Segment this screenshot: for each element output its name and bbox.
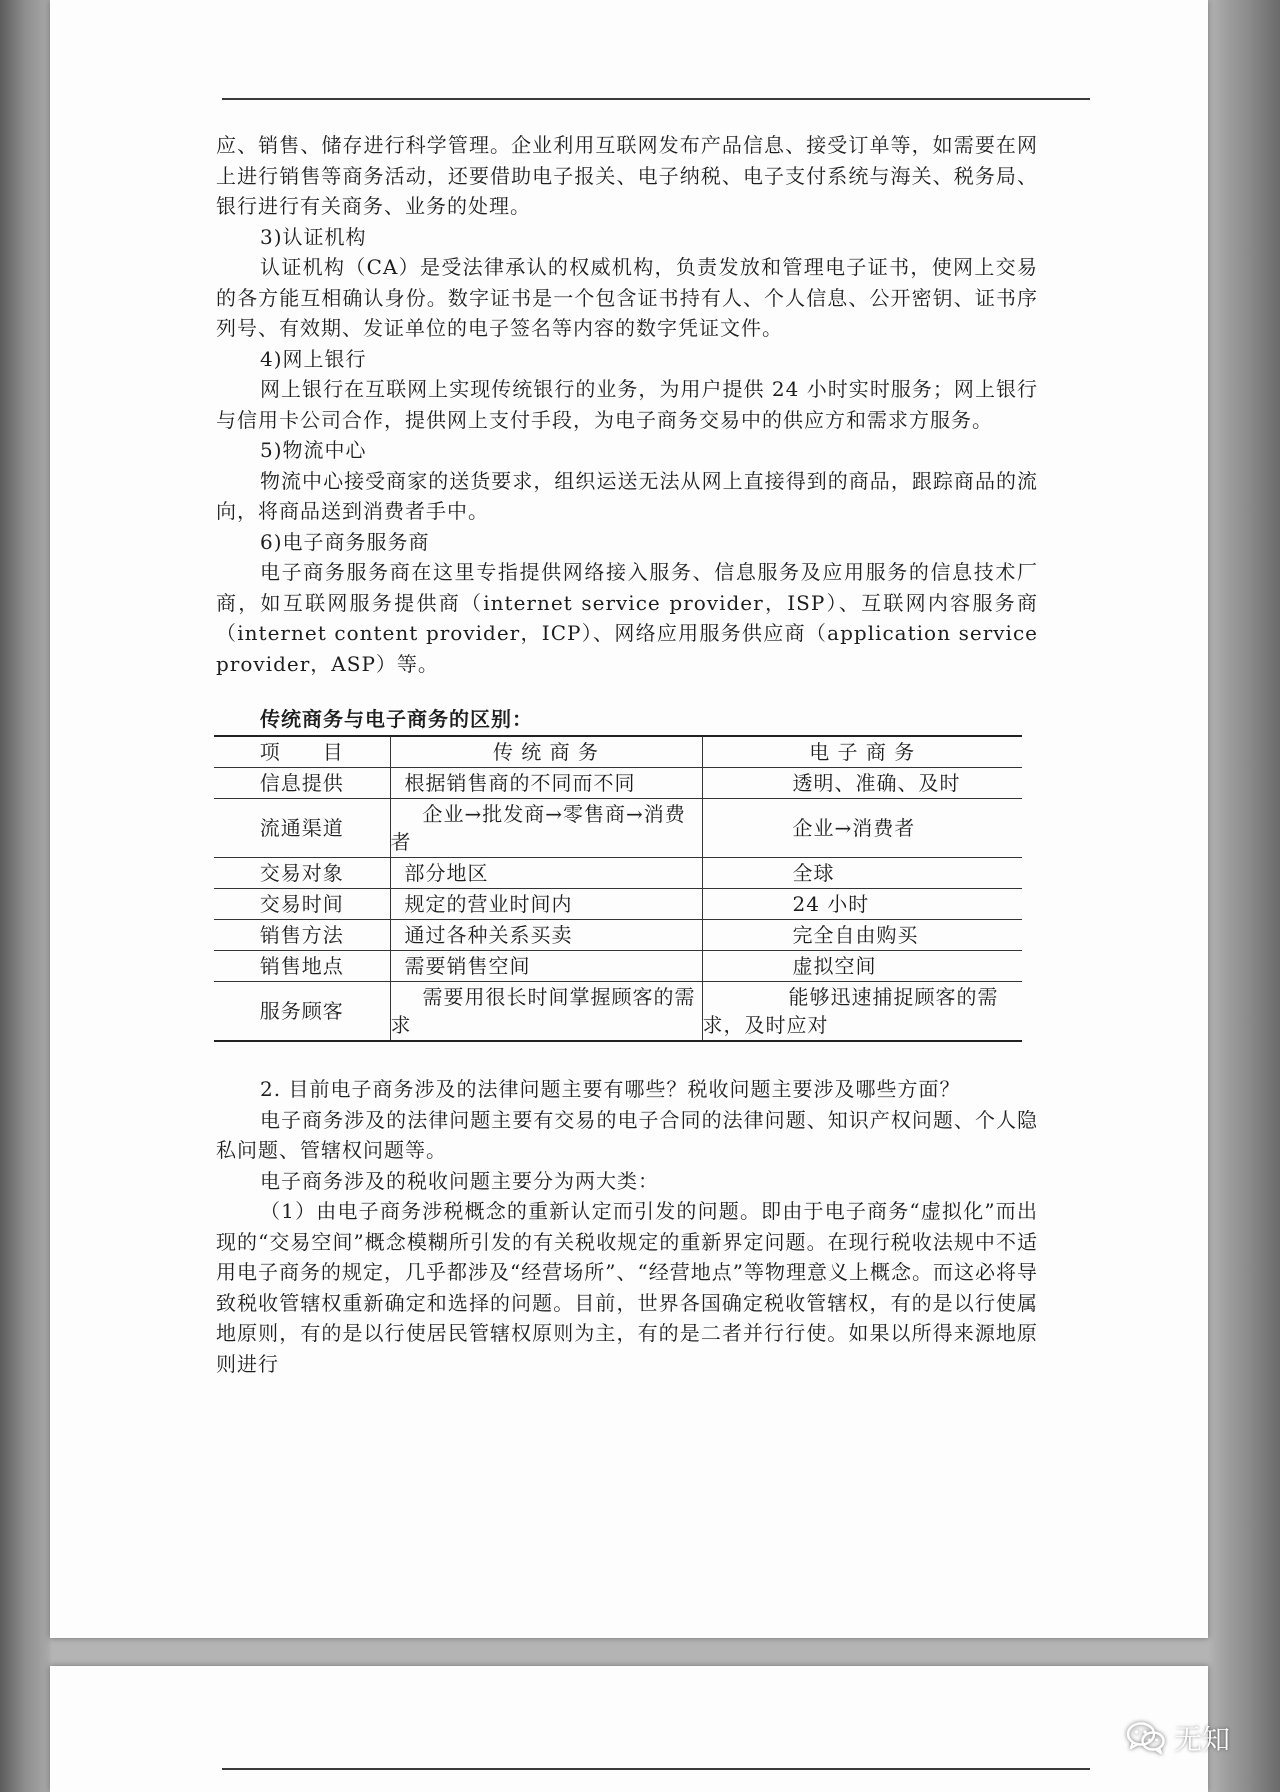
table-cell: 规定的营业时间内	[390, 889, 702, 920]
paragraph: 应、销售、储存进行科学管理。企业利用互联网发布产品信息、接受订单等，如需要在网上进行销售等商务活动，还要借助电子报关、电子纳税、电子支付系统与海关、税务局、银行进行有关商务、业务的处理。	[216, 133, 1038, 218]
table-cell: 交易对象	[214, 858, 390, 889]
paragraph: （1）由电子商务涉税概念的重新认定而引发的问题。即由于电子商务“虚拟化”而出现的“交易空间”概念模糊所引发的有关税收规定的重新界定问题。在现行税收法规中不适用电子商务的规定，几乎都涉及“经营场所”、“经营地点”等物理意义上概念。而这必将导致税收管辖权重新确定和选择的问题。目前，世界各国确定税收管辖权，有的是以行使属地原则，有的是以行使居民管辖权原则为主，有的是二者并行行使。如果以所得来源地原则进行	[216, 1199, 1038, 1376]
document-page-2	[50, 1666, 1208, 1792]
header-rule	[222, 1768, 1090, 1770]
section-heading-logistics: 5)物流中心	[260, 438, 367, 462]
table-cell: 企业→批发商→零售商→消费者	[390, 799, 702, 858]
table-row	[214, 858, 1022, 889]
question-text: 2. 目前电子商务涉及的法律问题主要有哪些？税收问题主要涉及哪些方面？	[260, 1077, 961, 1101]
column-header: 项 目	[214, 736, 390, 768]
table-row	[214, 982, 1022, 1042]
paragraph: 电子商务涉及的法律问题主要有交易的电子合同的法律问题、知识产权问题、个人隐私问题、管辖权问题等。	[216, 1107, 1038, 1162]
table-title: 传统商务与电子商务的区别：	[260, 707, 533, 731]
column-header: 电 子 商 务	[702, 736, 1022, 768]
section-heading-ca: 3)认证机构	[260, 224, 367, 249]
table-cell: 通过各种关系买卖	[390, 920, 702, 951]
table-row	[214, 768, 1022, 799]
table-cell: 交易时间	[214, 889, 390, 920]
table-row	[214, 799, 1022, 858]
paragraph: 电子商务服务商在这里专指提供网络接入服务、信息服务及应用服务的信息技术厂商，如互联网服务提供商（internet service provider，ISP）、互联网内容服务商（internet content provider，ICP）、网络应用服务供应商（application service provider，ASP）等。	[216, 560, 1038, 676]
header-rule	[222, 98, 1090, 100]
table-row	[214, 951, 1022, 982]
table-cell: 企业→消费者	[702, 799, 1022, 858]
table-cell: 全球	[702, 858, 1022, 889]
table-cell: 流通渠道	[214, 799, 390, 858]
table-header-row	[214, 736, 1022, 768]
table-cell: 根据销售商的不同而不同	[390, 768, 702, 799]
page-content	[216, 130, 1038, 1379]
paragraph: 物流中心接受商家的送货要求，组织运送无法从网上直接得到的商品，跟踪商品的流向，将商品送到消费者手中。	[216, 468, 1038, 523]
watermark	[1126, 1718, 1230, 1758]
table-cell: 能够迅速捕捉顾客的需求，及时应对	[702, 982, 1022, 1042]
table-cell: 需要用很长时间掌握顾客的需求	[390, 982, 702, 1042]
watermark-text: 无知	[1173, 1723, 1230, 1756]
section-heading-service-provider: 6)电子商务服务商	[260, 529, 430, 554]
table-cell: 完全自由购买	[702, 920, 1022, 951]
paragraph: 网上银行在互联网上实现传统银行的业务，为用户提供 24 小时实时服务；网上银行与信用卡公司合作，提供网上支付手段，为电子商务交易中的供应方和需求方服务。	[216, 377, 1038, 432]
table-cell: 透明、准确、及时	[702, 768, 1022, 799]
table-cell: 信息提供	[214, 768, 390, 799]
table-cell: 24 小时	[702, 889, 1022, 920]
table-cell: 需要销售空间	[390, 951, 702, 982]
table-row	[214, 889, 1022, 920]
paragraph: 认证机构（CA）是受法律承认的权威机构，负责发放和管理电子证书，使网上交易的各方能互相确认身份。数字证书是一个包含证书持有人、个人信息、公开密钥、证书序列号、有效期、发证单位的电子签名等内容的数字凭证文件。	[216, 255, 1038, 340]
column-header: 传 统 商 务	[390, 736, 702, 768]
section-heading-online-bank: 4)网上银行	[260, 346, 367, 371]
comparison-table	[214, 735, 1022, 1042]
paragraph: 电子商务涉及的税收问题主要分为两大类：	[260, 1168, 659, 1193]
table-cell: 销售方法	[214, 920, 390, 951]
table-cell: 部分地区	[390, 858, 702, 889]
table-cell: 虚拟空间	[702, 951, 1022, 982]
table-cell: 服务顾客	[214, 982, 390, 1042]
wechat-icon	[1126, 1721, 1166, 1755]
table-row	[214, 920, 1022, 951]
table-cell: 销售地点	[214, 951, 390, 982]
